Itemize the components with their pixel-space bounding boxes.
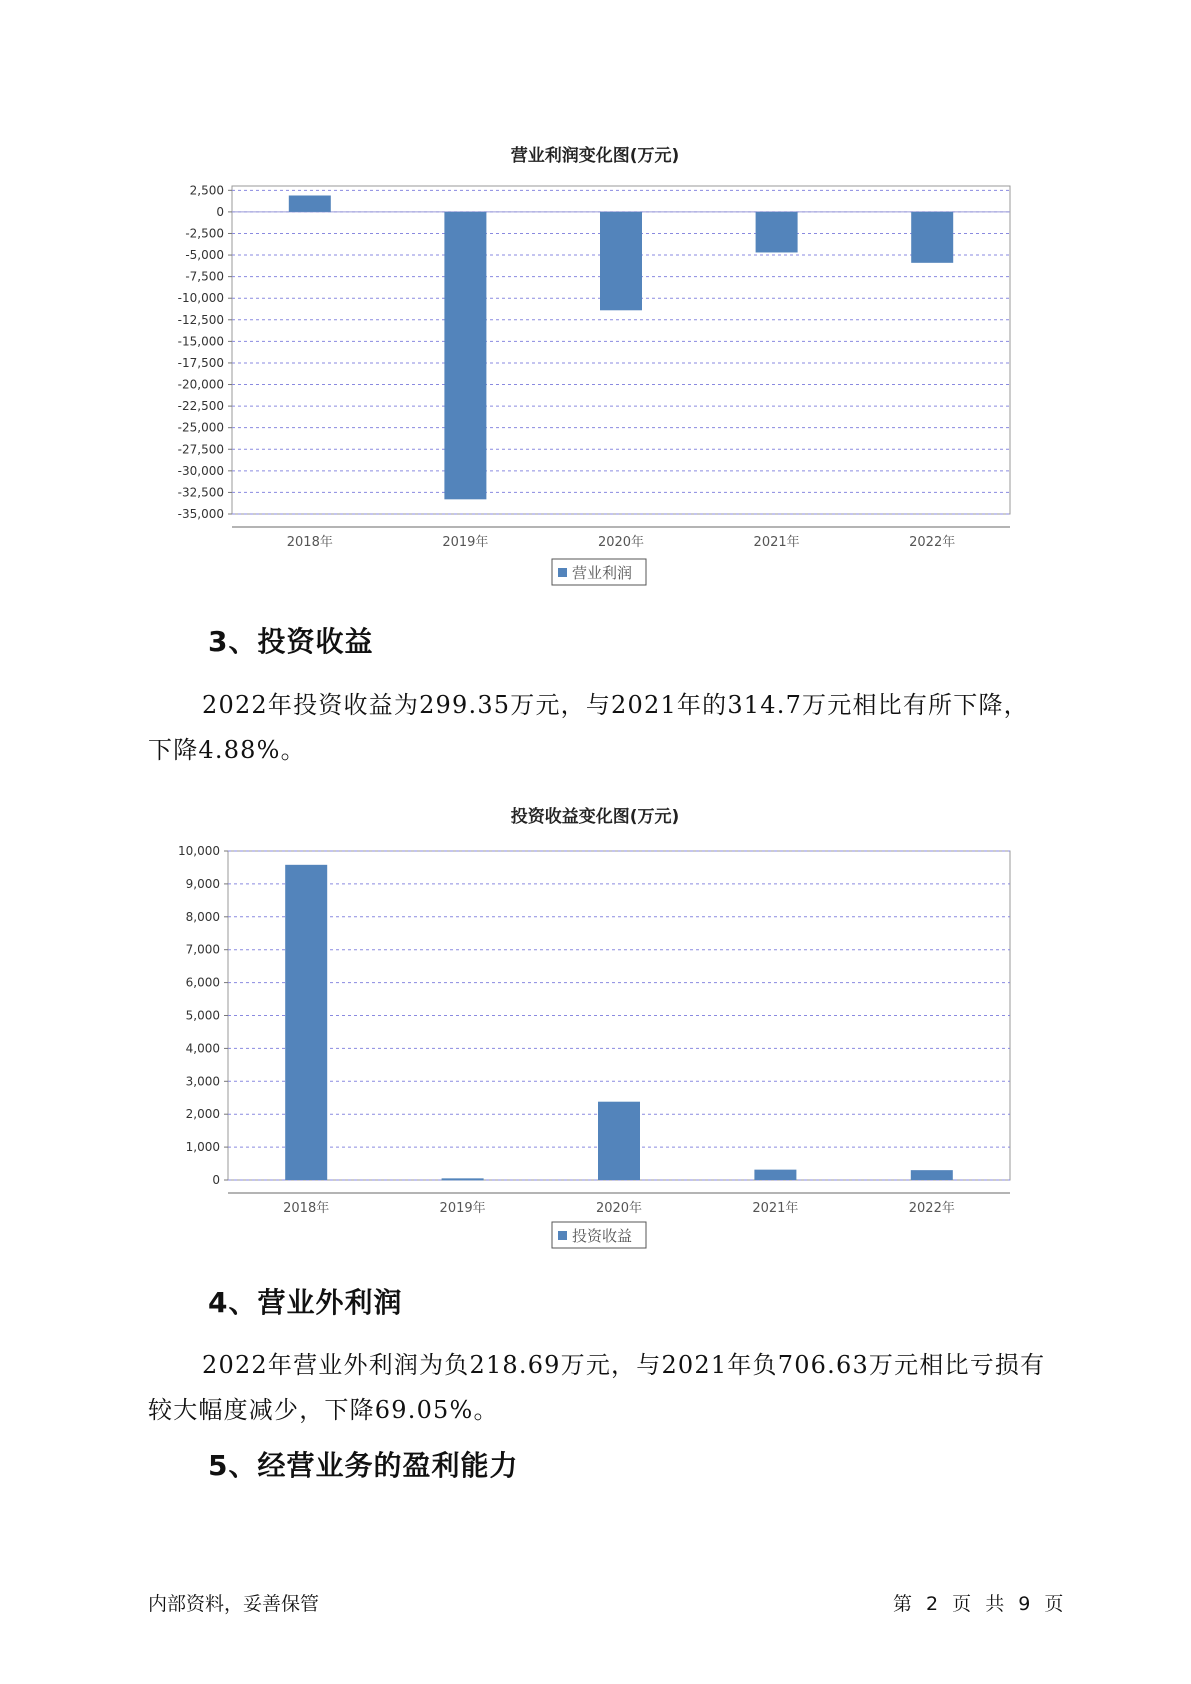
bar-2022年 [911, 1170, 953, 1180]
investment-income-paragraph: 2022年投资收益为299.35万元，与2021年的314.7万元相比有所下降，下降4.88%。 [148, 691, 1029, 764]
investment-income-chart-svg [0, 780, 1191, 1250]
bar-2019年 [444, 212, 486, 499]
y-tick-label: -25,000 [177, 420, 224, 435]
y-tick-label: 1,000 [185, 1140, 220, 1155]
y-tick-label: 5,000 [185, 1008, 220, 1023]
legend-swatch [558, 568, 567, 577]
operating-profit-chart-svg [0, 0, 1191, 600]
operating-profit-chart [0, 0, 1191, 600]
footer-confidential-note: 内部资料，妥善保管 [148, 1593, 320, 1615]
x-tick-label: 2020年 [595, 1201, 643, 1216]
x-tick-label: 2021年 [752, 1201, 799, 1216]
y-tick-label: -17,500 [177, 355, 224, 370]
x-tick-label: 2022年 [908, 1201, 955, 1216]
y-tick-label: -35,000 [177, 507, 224, 521]
y-tick-label: -12,500 [177, 312, 224, 327]
chart-legend [552, 1222, 646, 1248]
bar-2020年 [598, 1102, 640, 1180]
y-tick-label: 3,000 [185, 1074, 220, 1089]
legend-swatch [558, 1231, 567, 1240]
footer-page-number: 第 2 页 共 9 页 [893, 1593, 1064, 1615]
y-tick-label: 2,000 [185, 1107, 220, 1122]
y-tick-label: -15,000 [177, 334, 224, 349]
y-tick-label: -10,000 [177, 291, 224, 306]
x-tick-label: 2018年 [283, 1201, 330, 1216]
x-tick-label: 2018年 [286, 535, 333, 550]
y-tick-label: 8,000 [185, 909, 220, 924]
bar-2021年 [756, 212, 798, 253]
x-tick-label: 2019年 [442, 535, 489, 550]
y-tick-label: 9,000 [185, 876, 220, 891]
chart-legend [552, 559, 646, 585]
y-tick-label: -22,500 [177, 399, 224, 414]
section-heading-investment-income: 3、投资收益 [208, 625, 374, 658]
bar-2022年 [911, 212, 953, 263]
chart-title: 投资收益变化图(万元) [510, 807, 680, 827]
section-heading-non-operating-profit: 4、营业外利润 [208, 1286, 403, 1319]
y-tick-label: -30,000 [177, 463, 224, 478]
y-tick-label: -20,000 [177, 377, 224, 392]
chart-title: 营业利润变化图(万元) [510, 146, 680, 166]
x-tick-label: 2019年 [439, 1201, 486, 1216]
x-tick-label: 2022年 [909, 535, 956, 550]
bar-2021年 [754, 1170, 796, 1180]
legend-label: 投资收益 [572, 1227, 633, 1245]
y-tick-label: 6,000 [185, 975, 220, 990]
non-operating-profit-paragraph: 2022年营业外利润为负218.69万元，与2021年负706.63万元相比亏损有较大幅度减少，下降69.05%。 [148, 1351, 1046, 1424]
x-tick-label: 2020年 [597, 535, 645, 550]
y-tick-label: 7,000 [185, 942, 220, 957]
y-tick-label: 0 [212, 1173, 220, 1187]
legend-label: 营业利润 [572, 564, 633, 582]
bar-2020年 [600, 212, 642, 310]
bar-2018年 [289, 195, 331, 211]
x-tick-label: 2021年 [753, 535, 800, 550]
y-tick-label: -7,500 [185, 269, 224, 284]
y-tick-label: 2,500 [189, 183, 224, 198]
y-tick-label: 10,000 [178, 844, 220, 858]
bar-2018年 [285, 865, 327, 1180]
y-tick-label: -27,500 [177, 442, 224, 457]
y-tick-label: -2,500 [185, 226, 224, 241]
section-heading-profitability: 5、经营业务的盈利能力 [208, 1449, 519, 1482]
y-tick-label: 4,000 [185, 1041, 220, 1056]
investment-income-chart [0, 780, 1191, 1250]
y-tick-label: -5,000 [185, 248, 224, 263]
y-tick-label: 0 [216, 204, 224, 219]
bar-2019年 [442, 1178, 484, 1180]
y-tick-label: -32,500 [177, 485, 224, 500]
